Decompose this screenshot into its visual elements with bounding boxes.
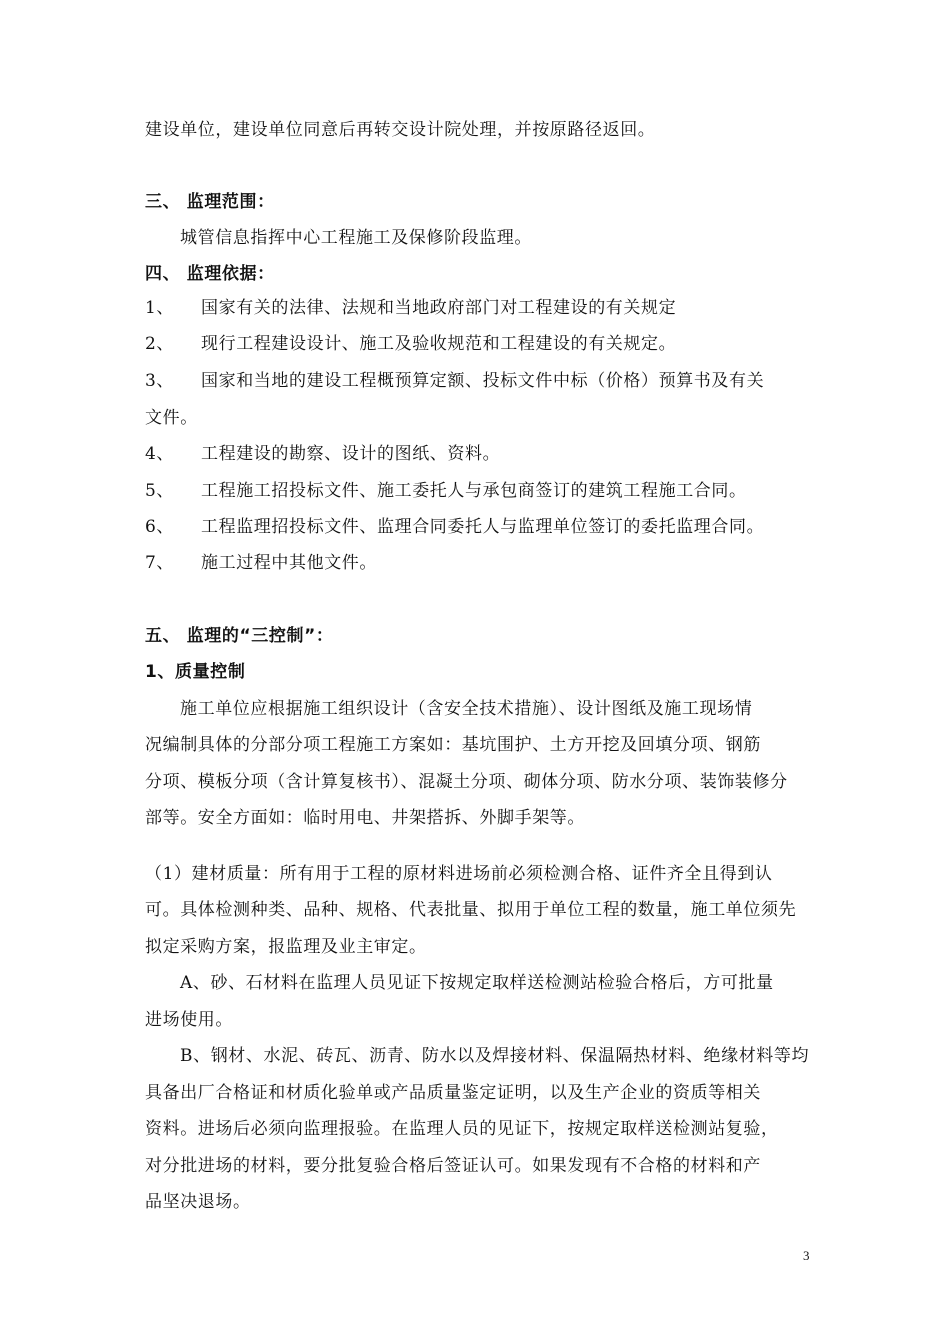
paraB-line-3: 资料。进场后必须向监理报验。在监理人员的见证下，按规定取样送检测站复验，	[145, 1119, 779, 1139]
basis-item-1	[145, 296, 676, 320]
basis-item-number: 3、	[145, 371, 175, 391]
basis-item-6	[145, 515, 764, 539]
basis-item-7	[145, 551, 377, 575]
para1-line-4: 部等。安全方面如：临时用电、井架搭拆、外脚手架等。	[145, 808, 585, 828]
basis-item-text: 国家和当地的建设工程概预算定额、投标文件中标（价格）预算书及有关	[201, 371, 765, 391]
section3-body: 城管信息指挥中心工程施工及保修阶段监理。	[180, 228, 532, 248]
paraB-line-4: 对分批进场的材料，要分批复验合格后签证认可。如果发现有不合格的材料和产	[145, 1156, 761, 1176]
paraA-line-2: 进场使用。	[145, 1010, 233, 1030]
intro-tail-text: 建设单位，建设单位同意后再转交设计院处理，并按原路径返回。	[145, 120, 656, 140]
para1-line-2: 况编制具体的分部分项工程施工方案如：基坑围护、土方开挖及回填分项、钢筋	[145, 735, 761, 755]
basis-item-text: 现行工程建设设计、施工及验收规范和工程建设的有关规定。	[201, 334, 677, 354]
para1-line-1: 施工单位应根据施工组织设计（含安全技术措施）、设计图纸及施工现场情	[180, 699, 753, 719]
paraB-line-2: 具备出厂合格证和材质化验单或产品质量鉴定证明，以及生产企业的资质等相关	[145, 1083, 761, 1103]
para1-line-3: 分项、模板分项（含计算复核书）、混凝土分项、砌体分项、防水分项、装饰装修分	[145, 772, 788, 792]
basis-item-text: 工程施工招投标文件、施工委托人与承包商签订的建筑工程施工合同。	[201, 481, 747, 501]
section3-heading: 三、 监理范围：	[145, 192, 275, 212]
paraA-line-1: A、砂、石材料在监理人员见证下按规定取样送检测站检验合格后，方可批量	[180, 973, 774, 993]
para2-line-2: 可。具体检测种类、品种、规格、代表批量、拟用于单位工程的数量，施工单位须先	[145, 900, 797, 920]
section5-heading: 五、 监理的“三控制”：	[145, 626, 334, 646]
basis-item-number: 1、	[145, 298, 175, 318]
paraB-line-1: B、钢材、水泥、砖瓦、沥青、防水以及焊接材料、保温隔热材料、绝缘材料等均	[180, 1046, 810, 1066]
basis-item-5	[145, 479, 747, 503]
quality-control-heading: 1、质量控制	[145, 662, 246, 682]
basis-item-text: 国家有关的法律、法规和当地政府部门对工程建设的有关规定	[201, 298, 677, 318]
basis-item-number: 7、	[145, 553, 175, 573]
basis-item-text: 工程监理招投标文件、监理合同委托人与监理单位签订的委托监理合同。	[201, 517, 765, 537]
para2-line-1: （1）建材质量：所有用于工程的原材料进场前必须检测合格、证件齐全且得到认	[145, 864, 773, 884]
basis-item-3	[145, 369, 764, 393]
basis-item-4	[145, 442, 500, 466]
basis-item-number: 2、	[145, 334, 175, 354]
basis-item-number: 4、	[145, 444, 175, 464]
paraB-line-5: 品坚决退场。	[145, 1192, 251, 1212]
basis-item-text: 工程建设的勘察、设计的图纸、资料。	[201, 444, 501, 464]
page-number: 3	[803, 1248, 810, 1263]
basis-item-3-continuation: 文件。	[145, 408, 198, 428]
section4-heading: 四、 监理依据：	[145, 264, 275, 284]
para2-line-3: 拟定采购方案，报监理及业主审定。	[145, 937, 427, 957]
basis-item-text: 施工过程中其他文件。	[201, 553, 377, 573]
basis-item-number: 6、	[145, 517, 175, 537]
basis-item-number: 5、	[145, 481, 175, 501]
basis-item-2	[145, 332, 676, 356]
